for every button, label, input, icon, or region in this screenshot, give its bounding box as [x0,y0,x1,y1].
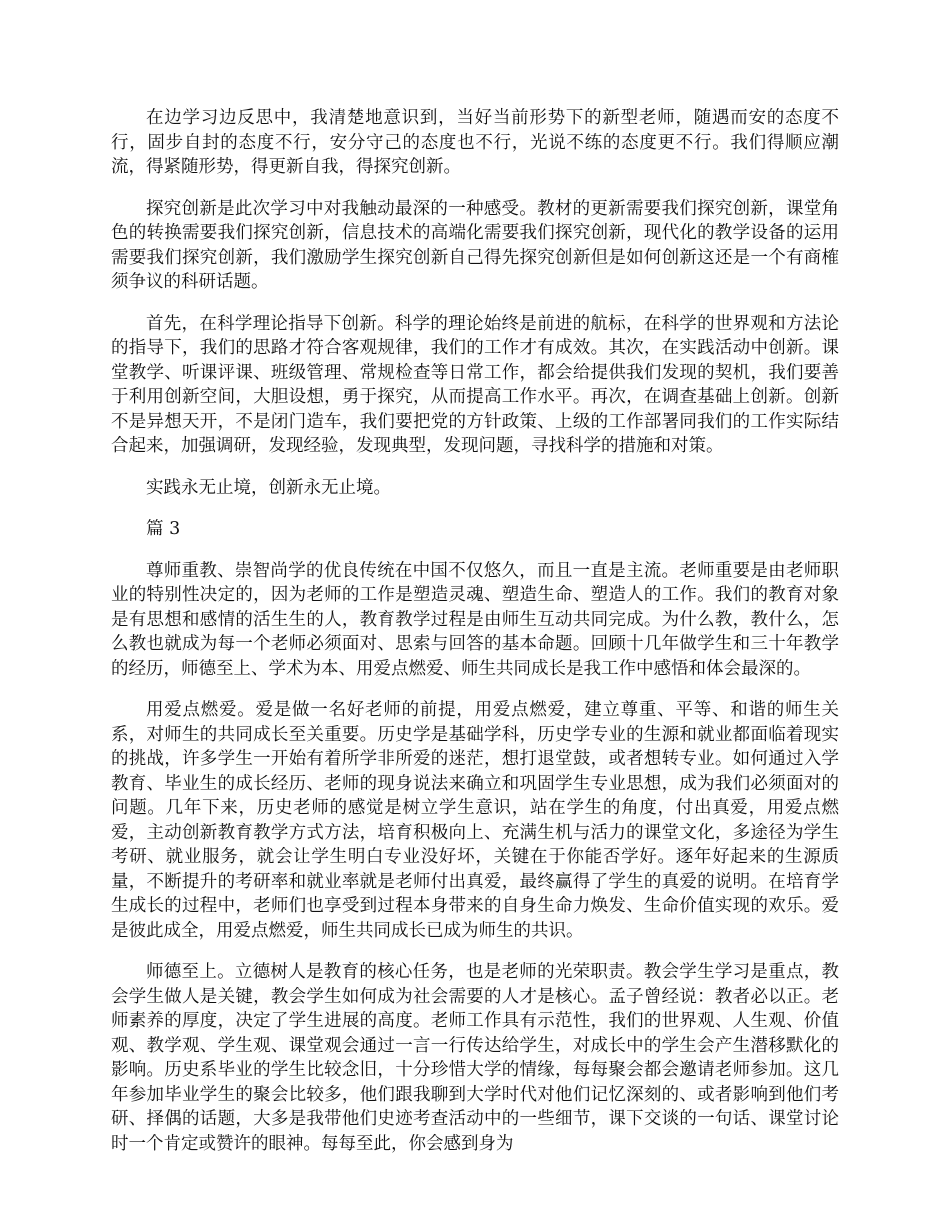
paragraph-2: 探究创新是此次学习中对我触动最深的一种感受。教材的更新需要我们探究创新，课堂角色的转换需要我们探究创新，信息技术的高端化需要我们探究创新，现代化的教学设备的运用需要我们探究创新，我们激励学生探究创新自己得先探究创新但是如何创新这还是一个有商榷须争议的科研话题。 [111,198,839,292]
section-heading: 篇 3 [146,519,181,539]
paragraph-3: 首先，在科学理论指导下创新。科学的理论始终是前进的航标，在科学的世界观和方法论的指导下，我们的思路才符合客观规律，我们的工作才有成效。其次，在实践活动中创新。课堂教学、听课评课、班级管理、常规检查等日常工作，都会给提供我们发现的契机，我们要善于利用创新空间，大胆设想，勇于探究，从而提高工作水平。再次，在调查基础上创新。创新不是异想天开，不是闭门造车，我们要把党的方针政策、上级的工作部署同我们的工作实际结合起来，加强调研，发现经验，发现典型，发现问题，寻找科学的措施和对策。 [111,313,839,456]
paragraph-5: 尊师重教、崇智尚学的优良传统在中国不仅悠久，而且一直是主流。老师重要是由老师职业的特别性决定的，因为老师的工作是塑造灵魂、塑造生命、塑造人的工作。我们的教育对象是有思想和感情的活生生的人，教育教学过程是由师生互动共同完成。为什么教，教什么，怎么教也就成为每一个老师必须面对、思索与回答的基本命题。回顾十几年做学生和三十年教学的经历，师德至上、学术为本、用爱点燃爱、师生共同成长是我工作中感悟和体会最深的。 [111,560,839,679]
paragraph-6: 用爱点燃爱。爱是做一名好老师的前提，用爱点燃爱，建立尊重、平等、和谐的师生关系，对师生的共同成长至关重要。历史学是基础学科，历史学专业的生源和就业都面临着现实的挑战，许多学生一开始有着所学非所爱的迷茫，想打退堂鼓，或者想转专业。如何通过入学教育、毕业生的成长经历、老师的现身说法来确立和巩固学生专业思想，成为我们必须面对的问题。几年下来，历史老师的感觉是树立学生意识，站在学生的角度，付出真爱，用爱点燃爱，主动创新教育教学方式方法，培育积极向上、充满生机与活力的课堂文化，多途径为学生考研、就业服务，就会让学生明白专业没好坏，关键在于你能否学好。逐年好起来的生源质量，不断提升的考研率和就业率就是老师付出真爱，最终赢得了学生的真爱的说明。在培育学生成长的过程中，老师们也享受到过程本身带来的自身生命力焕发、生命价值实现的欢乐。爱是彼此成全，用爱点燃爱，师生共同成长已成为师生的共识。 [111,700,839,941]
paragraph-7: 师德至上。立德树人是教育的核心任务，也是老师的光荣职责。教会学生学习是重点，教会学生做人是关键，教会学生如何成为社会需要的人才是核心。孟子曾经说：教者必以正。老师素养的厚度，决定了学生进展的高度。老师工作具有示范性，我们的世界观、人生观、价值观、教学观、学生观、课堂观会通过一言一行传达给学生，对成长中的学生会产生潜移默化的影响。历史系毕业的学生比较念旧，十分珍惜大学的情缘，每每聚会都会邀请老师参加。这几年参加毕业学生的聚会比较多，他们跟我聊到大学时代对他们记忆深刻的、或者影响到他们考研、择偶的话题，大多是我带他们史迹考查活动中的一些细节，课下交谈的一句话、课堂讨论时一个肯定或赞许的眼神。每每至此，你会感到身为 [111,962,839,1154]
paragraph-4: 实践永无止境，创新永无止境。 [146,477,391,498]
paragraph-1: 在边学习边反思中，我清楚地意识到，当好当前形势下的新型老师，随遇而安的态度不行，固步自封的态度不行，安分守己的态度也不行，光说不练的态度更不行。我们得顺应潮流，得紧随形势，得更新自我，得探究创新。 [111,108,839,177]
